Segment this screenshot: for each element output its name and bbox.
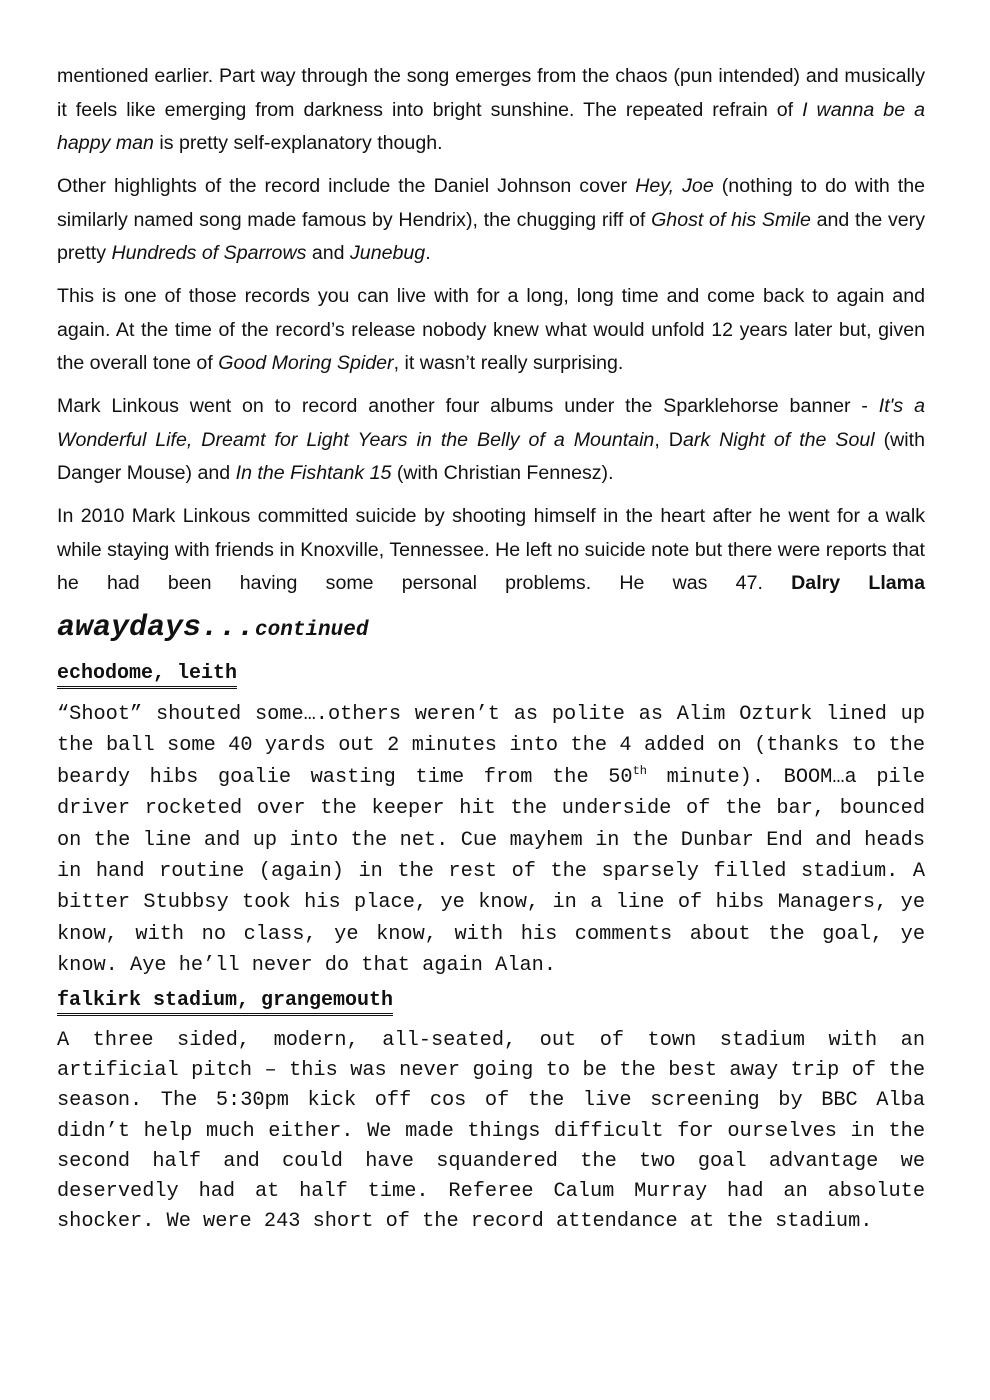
page	[57, 60, 925, 1246]
section-title	[57, 610, 925, 649]
text: minute). BOOM…a pile driver rocketed over the keeper hit the underside of the bar, bounced on the line and up into the net. Cue mayhem in the Dunbar End and heads in hand routine (again) in the rest of the sparsely filled stadium. A bitter Stubbsy took his place, ye know, in a line of hibs Managers, ye know, with no class, ye know, with his comments about the goal, ye know. Aye he’ll never do that again Alan.	[57, 765, 925, 978]
text: This is one of those records you can live with for a long, long time and come back to again and again. At the time of the record’s release nobody knew what would unfold 12 years later but, given the overall tone of	[57, 285, 925, 374]
song-title: Hundreds of Sparrows	[111, 242, 307, 264]
review-paragraph	[57, 390, 925, 491]
text: is pretty self-explanatory though.	[153, 132, 443, 154]
song-title: I wanna be a happy man	[57, 98, 925, 154]
text: Mark Linkous went on to record another four albums under the Sparklehorse banner -	[57, 395, 879, 417]
section-title-main: awaydays...	[57, 611, 256, 645]
song-title: Ghost of his Smile	[651, 208, 811, 231]
review-paragraph	[57, 60, 925, 161]
review-paragraph	[57, 280, 925, 381]
text: (with Danger Mouse) and	[57, 428, 925, 484]
song-title: Hey, Joe	[635, 175, 714, 197]
entry	[57, 990, 925, 1238]
entry-text: A three sided, modern, all-seated, out of town stadium with an artificial pitch – this was never going to be the best away trip of the season. The 5:30pm kick off cos of the live screening by BBC Alba didn’t help much either. We made things difficult for ourselves in the second half and could have squandered the two goal advantage we deservedly had at half time. Referee Calum Murray had an absolute shocker. We were 243 short of the record attendance at the stadium.	[57, 1028, 925, 1234]
text: and the very pretty	[57, 208, 925, 264]
entry-heading: falkirk stadium, grangemouth	[57, 990, 393, 1016]
text: (nothing to do with the similarly named song made famous by Hendrix), the chugging riff of	[57, 175, 925, 231]
song-title: Junebug	[350, 242, 426, 264]
entry-heading: echodome, leith	[57, 663, 237, 689]
review-paragraph	[57, 500, 925, 601]
review-paragraph	[57, 170, 925, 271]
text: .	[425, 242, 431, 264]
author-signature: Dalry Llama	[791, 572, 925, 594]
album-title: Good Moring Spider	[218, 352, 394, 374]
text: , it wasn’t really surprising.	[393, 352, 624, 374]
text: In 2010 Mark Linkous committed suicide by shooting himself in the heart after he went for a walk while staying with friends in Knoxville, Tennessee. He left no suicide note but there were reports that he had been having some personal problems. He was 47.	[57, 505, 925, 594]
text: mentioned earlier. Part way through the song emerges from the chaos (pun intended) and musically it feels like emerging from darkness into bright sunshine. The repeated refrain of	[57, 65, 925, 121]
awaydays-section	[57, 663, 925, 1238]
album-title: In the Fishtank 15	[235, 462, 392, 484]
superscript: th	[632, 764, 648, 779]
album-title: ark Night of the Soul	[682, 428, 875, 451]
album-title: It's a Wonderful Life, Dreamt for Light Years in the Belly of a Mountain	[57, 395, 925, 451]
text: and	[306, 242, 350, 264]
text: (with Christian Fennesz).	[391, 462, 614, 484]
text: “Shoot” shouted some….others weren’t as polite as Alim Ozturk lined up the ball some 40 yards out 2 minutes into the 4 added on (thanks to the beardy hibs goalie wasting time from the 50	[57, 703, 925, 789]
section-title-sub: continued	[255, 619, 369, 642]
text: Other highlights of the record include the Daniel Johnson cover	[57, 175, 636, 197]
entry	[57, 663, 925, 982]
album-review	[57, 60, 925, 601]
entry-text	[57, 699, 925, 982]
text: , D	[654, 428, 683, 451]
